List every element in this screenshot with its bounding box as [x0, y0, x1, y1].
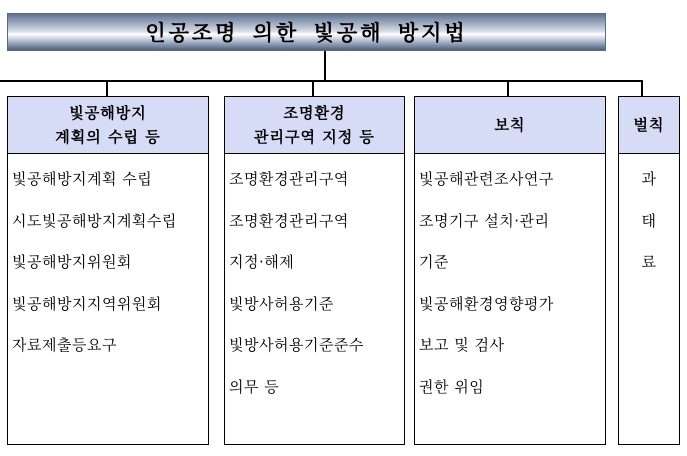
list-item: 조명환경관리구역 — [229, 170, 349, 188]
column-body — [225, 154, 404, 416]
heading-line: 벌칙 — [633, 116, 665, 134]
list-item: 빛공해방지지역위원회 — [12, 294, 162, 313]
connector-drop-4 — [641, 80, 643, 97]
list-item: 빛공해환경영향평가 — [419, 294, 554, 313]
column-penalty — [618, 96, 680, 445]
list-item: 보고 및 검사 — [419, 336, 505, 354]
heading-line: 조명환경 — [283, 104, 346, 122]
list-item: 과 — [641, 170, 657, 188]
column-plan — [7, 96, 209, 445]
list-item: 의무 등 — [229, 377, 280, 396]
connector-drop-1 — [106, 80, 108, 97]
list-item: 빛공해관련조사연구 — [419, 170, 554, 188]
list-item: 지정·해제 — [229, 253, 295, 271]
list-item: 조명기구 설치·관리 — [419, 211, 550, 230]
column-supplementary — [414, 96, 606, 445]
connector-horizontal — [0, 80, 643, 82]
column-body — [619, 154, 679, 292]
heading-line: 계획의 수립 등 — [55, 128, 161, 146]
column-body — [8, 154, 208, 375]
list-item: 권한 위임 — [419, 377, 485, 396]
heading-line: 관리구역 지정 등 — [254, 128, 375, 146]
column-heading — [8, 97, 208, 154]
list-item: 료 — [641, 253, 657, 271]
connector-drop-3 — [507, 80, 509, 97]
list-item: 빛공해방지위원회 — [12, 253, 132, 271]
list-item: 빛방사허용기준준수 — [229, 336, 364, 354]
connector-trunk — [324, 51, 326, 81]
column-management-zone — [224, 96, 405, 445]
title-bar — [7, 13, 606, 51]
list-item: 시도빛공해방지계획수립 — [12, 211, 177, 230]
list-item: 조명환경관리구역 — [229, 211, 349, 230]
column-heading — [415, 97, 605, 154]
list-item: 기준 — [419, 253, 449, 271]
column-heading — [225, 97, 404, 154]
connector-drop-2 — [312, 80, 314, 97]
list-item: 자료제출등요구 — [12, 336, 117, 354]
list-item: 태 — [641, 211, 657, 230]
heading-line: 빛공해방지 — [69, 104, 147, 122]
diagram-title: 인공조명 의한 빛공해 방지법 — [145, 21, 468, 45]
list-item: 빛방사허용기준 — [229, 294, 334, 313]
list-item: 빛공해방지계획 수립 — [12, 170, 153, 188]
heading-line: 보칙 — [494, 116, 526, 134]
column-body — [415, 154, 605, 416]
column-heading — [619, 97, 679, 154]
